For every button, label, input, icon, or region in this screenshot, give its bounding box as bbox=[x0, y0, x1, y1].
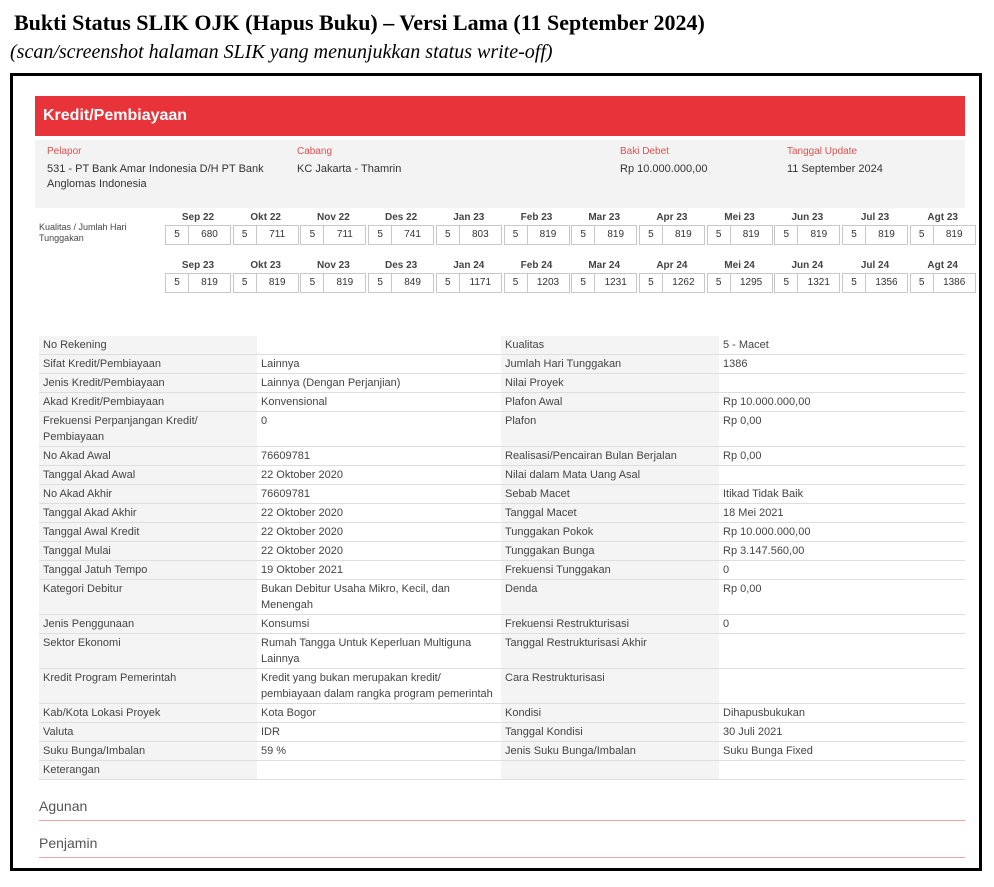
field-label: Jenis Suku Bunga/Imbalan bbox=[501, 742, 719, 761]
cabang-label: Cabang bbox=[297, 146, 333, 157]
pelapor-value-line1: 531 - PT Bank Amar Indonesia D/H PT Bank bbox=[47, 163, 264, 175]
field-value: Konvensional bbox=[257, 393, 501, 412]
month-value-box bbox=[842, 273, 908, 293]
field-label: Tanggal Akad Awal bbox=[39, 466, 257, 485]
field-value: 19 Oktober 2021 bbox=[257, 561, 501, 580]
month-label: Des 23 bbox=[384, 260, 418, 271]
month-label: Agt 23 bbox=[927, 212, 958, 223]
month-label: Feb 23 bbox=[520, 212, 553, 223]
field-value: Lainnya bbox=[257, 355, 501, 374]
month-status bbox=[233, 211, 299, 245]
baki-debet-label: Baki Debet bbox=[620, 146, 669, 157]
quality-code: 5 bbox=[911, 226, 934, 244]
quality-code: 5 bbox=[301, 226, 324, 244]
days-overdue: 1386 bbox=[943, 277, 966, 288]
detail-row bbox=[39, 336, 965, 355]
field-value: Rp 0,00 bbox=[719, 447, 965, 466]
detail-row bbox=[39, 615, 965, 634]
detail-row bbox=[39, 561, 965, 580]
days-overdue: 849 bbox=[404, 277, 421, 288]
month-status bbox=[774, 259, 840, 293]
field-label: Kategori Debitur bbox=[39, 580, 257, 615]
field-value bbox=[257, 761, 501, 780]
field-value: 0 bbox=[719, 561, 965, 580]
field-label: Tunggakan Bunga bbox=[501, 542, 719, 561]
field-label: Jenis Kredit/Pembiayaan bbox=[39, 374, 257, 393]
quality-code: 5 bbox=[640, 274, 663, 292]
field-value bbox=[719, 466, 965, 485]
detail-row bbox=[39, 485, 965, 504]
days-overdue: 819 bbox=[675, 229, 692, 240]
month-value-box bbox=[910, 273, 976, 293]
field-label: Suku Bunga/Imbalan bbox=[39, 742, 257, 761]
days-overdue: 1295 bbox=[739, 277, 763, 288]
month-label: Apr 23 bbox=[656, 212, 688, 223]
detail-row bbox=[39, 723, 965, 742]
month-status bbox=[707, 211, 773, 245]
field-value: 18 Mei 2021 bbox=[719, 504, 965, 523]
quality-code: 5 bbox=[572, 226, 595, 244]
pelapor-value-line2: Anglomas Indonesia bbox=[47, 178, 147, 190]
quality-code: 5 bbox=[505, 226, 528, 244]
month-status bbox=[774, 211, 840, 245]
month-value-box bbox=[436, 225, 502, 245]
field-value: 76609781 bbox=[257, 485, 501, 504]
field-label: Kab/Kota Lokasi Proyek bbox=[39, 704, 257, 723]
field-label: Sebab Macet bbox=[501, 485, 719, 504]
month-status bbox=[571, 211, 637, 245]
month-value-box bbox=[165, 225, 231, 245]
quality-code: 5 bbox=[369, 274, 392, 292]
month-status bbox=[571, 259, 637, 293]
field-label: Keterangan bbox=[39, 761, 257, 780]
days-overdue: 819 bbox=[878, 229, 895, 240]
month-label: Feb 24 bbox=[520, 260, 553, 271]
month-status bbox=[368, 211, 434, 245]
month-status bbox=[300, 211, 366, 245]
penjamin-divider bbox=[39, 857, 965, 858]
field-value: 76609781 bbox=[257, 447, 501, 466]
slik-page bbox=[35, 96, 965, 866]
field-label: Valuta bbox=[39, 723, 257, 742]
field-label: Frekuensi Perpanjangan Kredit/ Pembiayaan bbox=[39, 412, 257, 447]
field-value: Konsumsi bbox=[257, 615, 501, 634]
days-overdue: 1203 bbox=[536, 277, 560, 288]
field-label: Tunggakan Pokok bbox=[501, 523, 719, 542]
month-status bbox=[504, 211, 570, 245]
days-overdue: 819 bbox=[336, 277, 354, 288]
field-value: Suku Bunga Fixed bbox=[719, 742, 965, 761]
month-label: Sep 22 bbox=[181, 212, 215, 223]
quality-code: 5 bbox=[505, 274, 528, 292]
days-overdue: 1321 bbox=[807, 277, 830, 288]
detail-row bbox=[39, 580, 965, 615]
field-value: Rp 0,00 bbox=[719, 580, 965, 615]
month-label: Mei 24 bbox=[724, 260, 755, 271]
baki-debet-value: Rp 10.000.000,00 bbox=[620, 163, 708, 175]
month-label: Jun 24 bbox=[791, 260, 824, 271]
days-overdue: 819 bbox=[539, 229, 557, 240]
field-label: Frekuensi Restrukturisasi bbox=[501, 615, 719, 634]
days-overdue: 711 bbox=[336, 229, 353, 240]
field-label: Tanggal Kondisi bbox=[501, 723, 719, 742]
month-value-box bbox=[165, 273, 231, 293]
field-label: Tanggal Mulai bbox=[39, 542, 257, 561]
month-value-box bbox=[233, 225, 299, 245]
days-overdue: 1231 bbox=[604, 277, 627, 288]
month-label: Jun 23 bbox=[791, 212, 824, 223]
field-value: Kota Bogor bbox=[257, 704, 501, 723]
field-value: 22 Oktober 2020 bbox=[257, 466, 501, 485]
quality-code: 5 bbox=[843, 274, 866, 292]
days-overdue: 819 bbox=[268, 277, 286, 288]
meta-panel bbox=[35, 140, 965, 208]
detail-row bbox=[39, 542, 965, 561]
quality-code: 5 bbox=[572, 274, 595, 292]
field-label: Denda bbox=[501, 580, 719, 615]
month-status bbox=[639, 211, 705, 245]
month-value-box bbox=[368, 273, 434, 293]
days-overdue: 819 bbox=[607, 229, 625, 240]
month-value-box bbox=[707, 273, 773, 293]
quality-code: 5 bbox=[911, 274, 934, 292]
quality-code: 5 bbox=[437, 274, 460, 292]
detail-row bbox=[39, 374, 965, 393]
month-value-box bbox=[300, 273, 366, 293]
field-label: Frekuensi Tunggakan bbox=[501, 561, 719, 580]
quality-code: 5 bbox=[640, 226, 663, 244]
field-value: 22 Oktober 2020 bbox=[257, 542, 501, 561]
days-overdue: 741 bbox=[404, 229, 421, 240]
days-overdue: 680 bbox=[201, 229, 218, 240]
field-label: Nilai Proyek bbox=[501, 374, 719, 393]
month-status bbox=[436, 259, 502, 293]
field-label: Jenis Penggunaan bbox=[39, 615, 257, 634]
tanggal-update-label: Tanggal Update bbox=[787, 146, 858, 157]
detail-row bbox=[39, 704, 965, 723]
month-value-box bbox=[910, 225, 976, 245]
quality-code: 5 bbox=[708, 274, 731, 292]
section-header: Kredit/Pembiayaan bbox=[35, 96, 965, 136]
field-value: Bukan Debitur Usaha Mikro, Kecil, dan Menengah bbox=[257, 580, 501, 615]
month-value-box bbox=[504, 225, 570, 245]
month-label: Nov 22 bbox=[316, 212, 350, 223]
month-label: Agt 24 bbox=[927, 260, 958, 271]
tanggal-update-value: 11 September 2024 bbox=[787, 163, 883, 175]
days-overdue: 819 bbox=[201, 277, 218, 288]
quality-code: 5 bbox=[234, 226, 257, 244]
field-label: Jumlah Hari Tunggakan bbox=[501, 355, 719, 374]
field-label: No Rekening bbox=[39, 336, 257, 355]
month-value-box bbox=[436, 273, 502, 293]
quality-code: 5 bbox=[369, 226, 392, 244]
detail-row bbox=[39, 761, 965, 780]
month-label: Mar 23 bbox=[588, 212, 621, 223]
month-status bbox=[436, 211, 502, 245]
detail-row bbox=[39, 355, 965, 374]
field-value: Itikad Tidak Baik bbox=[719, 485, 965, 504]
month-value-box bbox=[300, 225, 366, 245]
detail-row bbox=[39, 466, 965, 485]
field-label: Realisasi/Pencairan Bulan Berjalan bbox=[501, 447, 719, 466]
month-value-box bbox=[368, 225, 434, 245]
quality-code: 5 bbox=[708, 226, 731, 244]
field-value bbox=[257, 336, 501, 355]
month-label: Des 22 bbox=[384, 212, 418, 223]
field-value: 0 bbox=[719, 615, 965, 634]
field-label: Kredit Program Pemerintah bbox=[39, 669, 257, 704]
field-label: Kondisi bbox=[501, 704, 719, 723]
cabang-value: KC Jakarta - Thamrin bbox=[297, 163, 402, 175]
month-label: Jul 24 bbox=[860, 260, 890, 271]
days-overdue: 819 bbox=[742, 229, 760, 240]
month-value-box bbox=[707, 225, 773, 245]
field-value: 30 Juli 2021 bbox=[719, 723, 965, 742]
quality-code: 5 bbox=[301, 274, 324, 292]
credit-detail-table bbox=[39, 336, 965, 780]
month-status bbox=[910, 259, 976, 293]
penjamin-section-title: Penjamin bbox=[39, 835, 98, 851]
field-value: Rp 10.000.000,00 bbox=[719, 393, 965, 412]
days-overdue: 819 bbox=[945, 229, 963, 240]
field-value bbox=[719, 634, 965, 669]
field-label: Plafon Awal bbox=[501, 393, 719, 412]
field-label: No Akad Akhir bbox=[39, 485, 257, 504]
days-overdue: 1356 bbox=[875, 277, 898, 288]
month-status bbox=[233, 259, 299, 293]
detail-row bbox=[39, 447, 965, 466]
month-status bbox=[165, 211, 231, 245]
detail-row bbox=[39, 742, 965, 761]
field-label: Plafon bbox=[501, 412, 719, 447]
days-overdue: 819 bbox=[810, 229, 828, 240]
quality-code: 5 bbox=[775, 274, 798, 292]
quality-code: 5 bbox=[166, 274, 189, 292]
field-value: Dihapusbukukan bbox=[719, 704, 965, 723]
kualitas-label: Kualitas / Jumlah Hari Tunggakan bbox=[39, 222, 127, 243]
month-label: Okt 23 bbox=[250, 260, 281, 271]
field-value: 22 Oktober 2020 bbox=[257, 523, 501, 542]
quality-code: 5 bbox=[843, 226, 866, 244]
detail-row bbox=[39, 523, 965, 542]
field-value: Lainnya (Dengan Perjanjian) bbox=[257, 374, 501, 393]
days-overdue: 1262 bbox=[672, 277, 695, 288]
document-title: Bukti Status SLIK OJK (Hapus Buku) – Versi Lama (11 September 2024) bbox=[14, 10, 705, 35]
month-value-box bbox=[571, 225, 637, 245]
days-overdue: 803 bbox=[471, 229, 489, 240]
field-label: Akad Kredit/Pembiayaan bbox=[39, 393, 257, 412]
month-label: Jan 24 bbox=[453, 260, 485, 271]
field-value bbox=[719, 374, 965, 393]
month-value-box bbox=[639, 225, 705, 245]
month-value-box bbox=[639, 273, 705, 293]
agunan-section-title: Agunan bbox=[39, 798, 88, 814]
field-value: Rp 0,00 bbox=[719, 412, 965, 447]
month-label: Nov 23 bbox=[316, 260, 350, 271]
quality-code: 5 bbox=[437, 226, 460, 244]
month-value-box bbox=[774, 273, 840, 293]
month-label: Mar 24 bbox=[588, 260, 621, 271]
field-label: Sifat Kredit/Pembiayaan bbox=[39, 355, 257, 374]
quality-code: 5 bbox=[234, 274, 257, 292]
detail-row bbox=[39, 669, 965, 704]
field-value: Rumah Tangga Untuk Keperluan Multiguna Lainnya bbox=[257, 634, 501, 669]
month-label: Apr 24 bbox=[656, 260, 688, 271]
month-status bbox=[842, 259, 908, 293]
field-label: Tanggal Restrukturisasi Akhir bbox=[501, 634, 719, 669]
month-status bbox=[300, 259, 366, 293]
field-label bbox=[501, 761, 719, 780]
month-status bbox=[842, 211, 908, 245]
field-label: Nilai dalam Mata Uang Asal bbox=[501, 466, 719, 485]
days-overdue: 711 bbox=[269, 229, 286, 240]
agunan-divider bbox=[39, 820, 965, 821]
month-value-box bbox=[504, 273, 570, 293]
screenshot-frame bbox=[10, 73, 982, 871]
field-label: Tanggal Awal Kredit bbox=[39, 523, 257, 542]
field-value: Kredit yang bukan merupakan kredit/ pembiayaan dalam rangka program pemerintah bbox=[257, 669, 501, 704]
field-label: Tanggal Akad Akhir bbox=[39, 504, 257, 523]
month-value-box bbox=[842, 225, 908, 245]
quality-code: 5 bbox=[775, 226, 798, 244]
month-status bbox=[368, 259, 434, 293]
detail-row bbox=[39, 634, 965, 669]
month-value-box bbox=[571, 273, 637, 293]
month-status bbox=[165, 259, 231, 293]
month-value-box bbox=[233, 273, 299, 293]
quality-code: 5 bbox=[166, 226, 189, 244]
month-label: Mei 23 bbox=[724, 212, 755, 223]
field-label: Kualitas bbox=[501, 336, 719, 355]
detail-row bbox=[39, 412, 965, 447]
field-value: 22 Oktober 2020 bbox=[257, 504, 501, 523]
field-value: 1386 bbox=[719, 355, 965, 374]
month-value-box bbox=[774, 225, 840, 245]
field-value: Rp 3.147.560,00 bbox=[719, 542, 965, 561]
field-value bbox=[719, 761, 965, 780]
field-value: 0 bbox=[257, 412, 501, 447]
field-label: No Akad Awal bbox=[39, 447, 257, 466]
month-label: Sep 23 bbox=[181, 260, 215, 271]
document-subtitle: (scan/screenshot halaman SLIK yang menunjukkan status write-off) bbox=[10, 41, 553, 63]
month-status bbox=[910, 211, 976, 245]
field-label: Tanggal Macet bbox=[501, 504, 719, 523]
month-status bbox=[639, 259, 705, 293]
detail-row bbox=[39, 393, 965, 412]
month-label: Jan 23 bbox=[453, 212, 485, 223]
month-status bbox=[504, 259, 570, 293]
month-label: Jul 23 bbox=[860, 212, 890, 223]
days-overdue: 1171 bbox=[469, 277, 492, 288]
field-value bbox=[719, 669, 965, 704]
field-label: Cara Restrukturisasi bbox=[501, 669, 719, 704]
field-value: 59 % bbox=[257, 742, 501, 761]
field-value: 5 - Macet bbox=[719, 336, 965, 355]
field-value: Rp 10.000.000,00 bbox=[719, 523, 965, 542]
field-label: Tanggal Jatuh Tempo bbox=[39, 561, 257, 580]
detail-row bbox=[39, 504, 965, 523]
field-value: IDR bbox=[257, 723, 501, 742]
field-label: Sektor Ekonomi bbox=[39, 634, 257, 669]
pelapor-label: Pelapor bbox=[47, 146, 82, 157]
month-label: Okt 22 bbox=[250, 212, 281, 223]
month-status bbox=[707, 259, 773, 293]
